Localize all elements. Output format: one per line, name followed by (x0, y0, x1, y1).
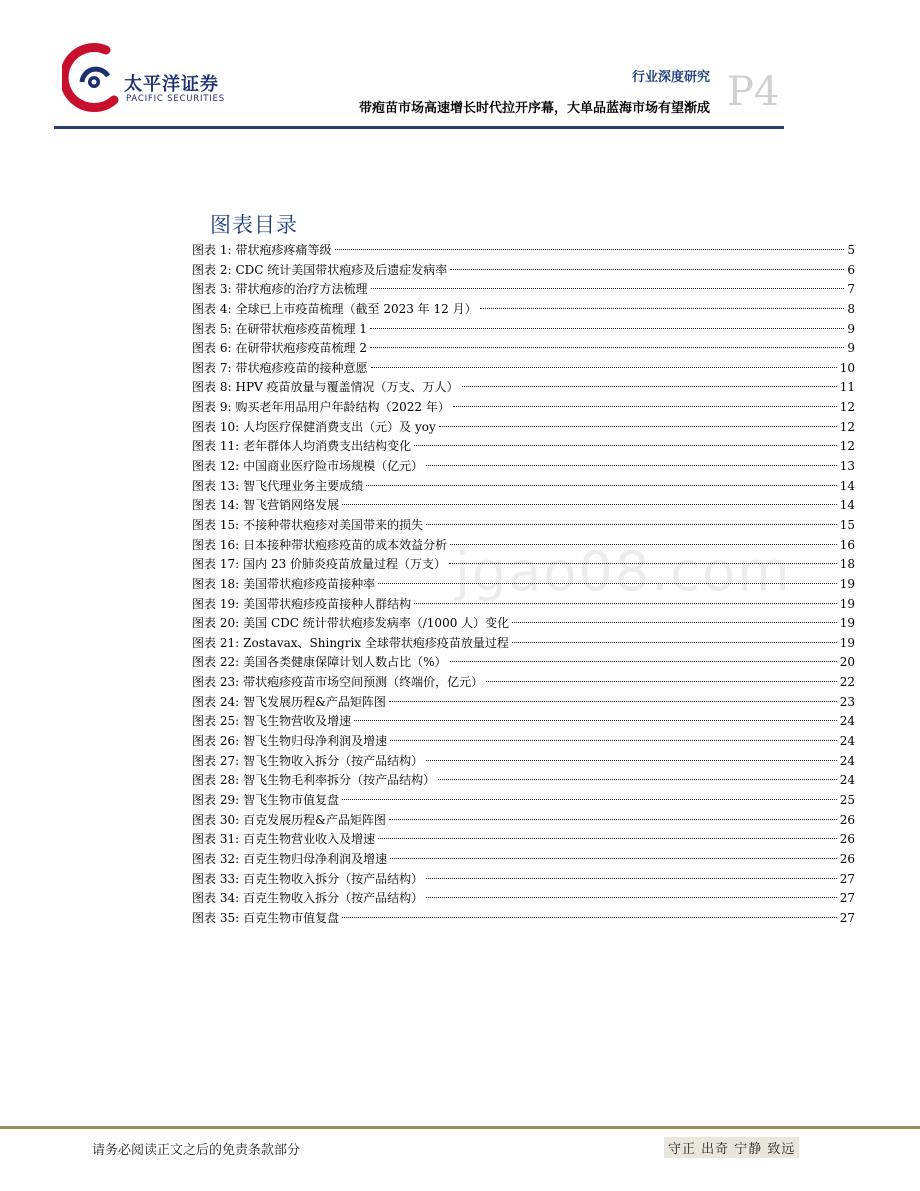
toc-entry[interactable] (192, 496, 855, 516)
toc-entry-title: CDC 统计美国带状疱疹及后遗症发病率 (235, 262, 448, 277)
toc-entry-title: 智飞发展历程&产品矩阵图 (243, 694, 386, 709)
page-number: P4 (727, 69, 780, 115)
toc-entry-title: 百克生物收入拆分（按产品结构） (243, 871, 424, 886)
toc-entry-label: 图表 26: (192, 734, 240, 749)
toc-entry[interactable] (192, 516, 855, 536)
toc-entry[interactable] (192, 241, 855, 261)
toc-entry-title: 全球已上市疫苗梳理（截至 2023 年 12 月） (235, 301, 477, 316)
toc-entry-title: 智飞营销网络发展 (243, 498, 340, 513)
toc-leader-dots (426, 897, 837, 898)
toc-entry-title: 中国商业医疗险市场规模（亿元） (243, 459, 424, 474)
toc-entry-label: 图表 13: (192, 478, 240, 493)
toc-leader-dots (426, 760, 837, 761)
toc-entry-title: 智飞代理业务主要成绩 (243, 478, 364, 493)
toc-entry-title: 购买老年用品用户年龄结构（2022 年） (235, 400, 450, 415)
toc-entry-page: 27 (839, 910, 855, 925)
toc-entry-label: 图表 6: (192, 341, 232, 356)
toc-entry[interactable] (192, 339, 855, 359)
toc-entry-page: 11 (839, 380, 855, 395)
toc-entry-page: 27 (839, 891, 855, 906)
toc-leader-dots (342, 917, 837, 918)
toc-entry-page: 14 (839, 498, 855, 513)
report-type: 行业深度研究 (631, 70, 710, 85)
toc-entry[interactable] (192, 477, 855, 497)
toc-entry-title: 智飞生物收入拆分（按产品结构） (243, 753, 424, 768)
toc-entry[interactable] (192, 595, 855, 615)
toc-entry-page: 18 (839, 557, 855, 572)
toc-entry-title: 带状疱疹的治疗方法梳理 (235, 282, 368, 297)
toc-entry-title: HPV 疫苗放量与覆盖情况（万支、万人） (235, 380, 459, 395)
toc-entry-page: 9 (847, 341, 855, 356)
toc-entry[interactable] (192, 437, 855, 457)
toc-entry-label: 图表 7: (192, 360, 232, 375)
toc-leader-dots (450, 544, 837, 545)
toc-entry-label: 图表 22: (192, 655, 240, 670)
toc-entry-title: 人均医疗保健消费支出（元）及 yoy (243, 419, 436, 434)
toc-entry-label: 图表 33: (192, 871, 240, 886)
toc-entry-page: 27 (839, 871, 855, 886)
toc-entry-page: 13 (839, 459, 855, 474)
toc-entry[interactable] (192, 653, 855, 673)
toc-leader-dots (378, 838, 837, 839)
toc-leader-dots (335, 249, 845, 250)
toc-entry-label: 图表 2: (192, 262, 232, 277)
toc-entry-label: 图表 20: (192, 616, 240, 631)
toc-leader-dots (342, 504, 837, 505)
toc-entry[interactable] (192, 457, 855, 477)
toc-entry-page: 19 (839, 596, 855, 611)
toc-entry-title: 在研带状疱疹疫苗梳理 1 (235, 321, 367, 336)
toc-entry-page: 15 (839, 517, 855, 532)
toc-entry-label: 图表 23: (192, 675, 240, 690)
toc-entry[interactable] (192, 359, 855, 379)
toc-entry-title: 带状疱疹疫苗市场空间预测（终端价，亿元） (243, 675, 484, 690)
toc-entry-label: 图表 28: (192, 773, 240, 788)
toc-entry-page: 14 (839, 478, 855, 493)
toc-entry[interactable] (192, 693, 855, 713)
toc-entry-label: 图表 24: (192, 694, 240, 709)
toc-entry-page: 24 (839, 714, 855, 729)
logo-text-cn: 太平洋证券 (124, 74, 219, 95)
toc-entry[interactable] (192, 889, 855, 909)
toc-list (192, 241, 855, 928)
toc-entry[interactable] (192, 320, 855, 340)
toc-leader-dots (449, 563, 837, 564)
toc-entry-page: 9 (847, 321, 855, 336)
toc-leader-dots (512, 642, 837, 643)
toc-leader-dots (426, 465, 837, 466)
toc-leader-dots (426, 878, 837, 879)
toc-entry-title: 百克生物收入拆分（按产品结构） (243, 891, 424, 906)
toc-entry-title: 百克生物归母净利润及增速 (243, 851, 388, 866)
toc-entry-title: 百克生物市值复盘 (243, 910, 340, 925)
toc-leader-dots (371, 288, 845, 289)
toc-entry-title: 日本接种带状疱疹疫苗的成本效益分析 (243, 537, 448, 552)
toc-leader-dots (426, 524, 837, 525)
toc-leader-dots (354, 720, 837, 721)
toc-leader-dots (390, 858, 837, 859)
toc-entry-label: 图表 29: (192, 792, 240, 807)
toc-entry-page: 26 (839, 832, 855, 847)
toc-entry[interactable] (192, 614, 855, 634)
toc-entry-title: Zostavax、Shingrix 全球带状疱疹疫苗放量过程 (243, 635, 509, 650)
toc-entry-label: 图表 27: (192, 753, 240, 768)
toc-entry[interactable] (192, 300, 855, 320)
toc-entry-title: 智飞生物市值复盘 (243, 792, 340, 807)
toc-entry-label: 图表 30: (192, 812, 240, 827)
toc-entry-page: 24 (839, 773, 855, 788)
toc-entry-page: 6 (847, 262, 855, 277)
toc-entry[interactable] (192, 536, 855, 556)
disclaimer-text: 请务必阅读正文之后的免责条款部分 (92, 1143, 301, 1158)
toc-entry-page: 26 (839, 851, 855, 866)
toc-entry-title: 老年群体人均消费支出结构变化 (243, 439, 412, 454)
toc-entry-label: 图表 34: (192, 891, 240, 906)
toc-entry[interactable] (192, 261, 855, 281)
toc-entry-page: 10 (839, 360, 855, 375)
toc-leader-dots (370, 347, 844, 348)
toc-entry-title: 国内 23 价肺炎疫苗放量过程（万支） (243, 557, 447, 572)
toc-entry-title: 美国 CDC 统计带状疱疹发病率（/1000 人）变化 (243, 616, 510, 631)
toc-leader-dots (366, 485, 837, 486)
toc-entry-title: 带状疱疹疫苗的接种意愿 (235, 360, 368, 375)
toc-entry-page: 23 (839, 694, 855, 709)
toc-entry-label: 图表 14: (192, 498, 240, 513)
toc-entry-title: 百克生物营业收入及增速 (243, 832, 376, 847)
toc-entry-page: 25 (839, 792, 855, 807)
toc-entry-page: 16 (839, 537, 855, 552)
toc-entry[interactable] (192, 378, 855, 398)
toc-heading: 图表目录 (210, 213, 298, 237)
toc-entry[interactable] (192, 634, 855, 654)
toc-entry-label: 图表 5: (192, 321, 232, 336)
toc-entry-page: 12 (839, 439, 855, 454)
toc-leader-dots (370, 328, 844, 329)
toc-entry[interactable] (192, 732, 855, 752)
toc-leader-dots (480, 308, 845, 309)
report-title: 带疱苗市场高速增长时代拉开序幕，大单品蓝海市场有望渐成 (358, 101, 710, 116)
toc-entry-label: 图表 19: (192, 596, 240, 611)
toc-entry-label: 图表 1: (192, 243, 232, 257)
footer-divider (0, 1126, 920, 1129)
toc-entry-label: 图表 9: (192, 400, 232, 415)
toc-entry-page: 20 (839, 655, 855, 670)
toc-entry[interactable] (192, 555, 855, 575)
toc-entry[interactable] (192, 398, 855, 418)
toc-entry-title: 美国带状疱疹疫苗接种率 (243, 576, 376, 591)
toc-leader-dots (438, 779, 837, 780)
toc-entry-page: 24 (839, 753, 855, 768)
toc-entry-page: 26 (839, 812, 855, 827)
toc-entry-page: 22 (839, 675, 855, 690)
toc-entry[interactable] (192, 811, 855, 831)
toc-entry-label: 图表 4: (192, 301, 232, 316)
toc-entry-label: 图表 8: (192, 380, 232, 395)
company-slogan: 守正 出奇 宁静 致远 (664, 1137, 799, 1158)
logo-text-en: PACIFIC SECURITIES (126, 94, 225, 104)
toc-entry-page: 19 (839, 635, 855, 650)
toc-entry-page: 24 (839, 734, 855, 749)
toc-leader-dots (414, 445, 837, 446)
toc-entry-page: 12 (839, 400, 855, 415)
toc-leader-dots (342, 799, 837, 800)
toc-entry[interactable] (192, 909, 855, 929)
toc-leader-dots (486, 681, 837, 682)
toc-entry-label: 图表 11: (192, 439, 240, 454)
toc-entry[interactable] (192, 752, 855, 772)
toc-entry-label: 图表 15: (192, 517, 240, 532)
toc-entry-title: 美国带状疱疹疫苗接种人群结构 (243, 596, 412, 611)
toc-leader-dots (453, 406, 837, 407)
toc-entry-title: 百克发展历程&产品矩阵图 (243, 812, 386, 827)
toc-leader-dots (378, 583, 837, 584)
watermark: jgao08.com (455, 540, 792, 603)
toc-entry-title: 智飞生物营收及增速 (243, 714, 352, 729)
toc-entry-label: 图表 10: (192, 419, 240, 434)
toc-entry[interactable] (192, 791, 855, 811)
toc-leader-dots (390, 740, 837, 741)
toc-entry-page: 5 (847, 243, 855, 257)
toc-entry-title: 带状疱疹疼痛等级 (235, 243, 332, 257)
toc-leader-dots (439, 426, 837, 427)
header-divider (54, 126, 784, 129)
toc-entry[interactable] (192, 712, 855, 732)
toc-entry[interactable] (192, 418, 855, 438)
toc-entry-title: 智飞生物毛利率拆分（按产品结构） (243, 773, 436, 788)
toc-leader-dots (450, 661, 837, 662)
toc-leader-dots (462, 386, 837, 387)
toc-entry[interactable] (192, 771, 855, 791)
toc-entry-title: 不接种带状疱疹对美国带来的损失 (243, 517, 424, 532)
toc-entry-label: 图表 31: (192, 832, 240, 847)
toc-entry[interactable] (192, 850, 855, 870)
toc-leader-dots (512, 622, 837, 623)
toc-entry[interactable] (192, 575, 855, 595)
toc-entry-label: 图表 32: (192, 851, 240, 866)
toc-entry-page: 7 (847, 282, 855, 297)
toc-leader-dots (414, 603, 837, 604)
toc-entry-page: 19 (839, 576, 855, 591)
toc-entry-title: 美国各类健康保障计划人数占比（%） (243, 655, 447, 670)
toc-entry-page: 12 (839, 419, 855, 434)
toc-entry-title: 在研带状疱疹疫苗梳理 2 (235, 341, 367, 356)
toc-entry-page: 19 (839, 616, 855, 631)
toc-entry[interactable] (192, 280, 855, 300)
toc-entry-label: 图表 17: (192, 557, 240, 572)
toc-entry-label: 图表 35: (192, 910, 240, 925)
toc-entry-page: 8 (847, 301, 855, 316)
toc-entry[interactable] (192, 870, 855, 890)
toc-leader-dots (371, 367, 837, 368)
toc-entry-label: 图表 12: (192, 459, 240, 474)
toc-entry[interactable] (192, 673, 855, 693)
toc-leader-dots (389, 819, 837, 820)
toc-entry-label: 图表 18: (192, 576, 240, 591)
toc-entry[interactable] (192, 830, 855, 850)
toc-entry-title: 智飞生物归母净利润及增速 (243, 734, 388, 749)
toc-entry-label: 图表 21: (192, 635, 240, 650)
toc-entry-label: 图表 3: (192, 282, 232, 297)
toc-leader-dots (389, 701, 837, 702)
toc-entry-label: 图表 16: (192, 537, 240, 552)
toc-entry-label: 图表 25: (192, 714, 240, 729)
toc-leader-dots (450, 269, 844, 270)
